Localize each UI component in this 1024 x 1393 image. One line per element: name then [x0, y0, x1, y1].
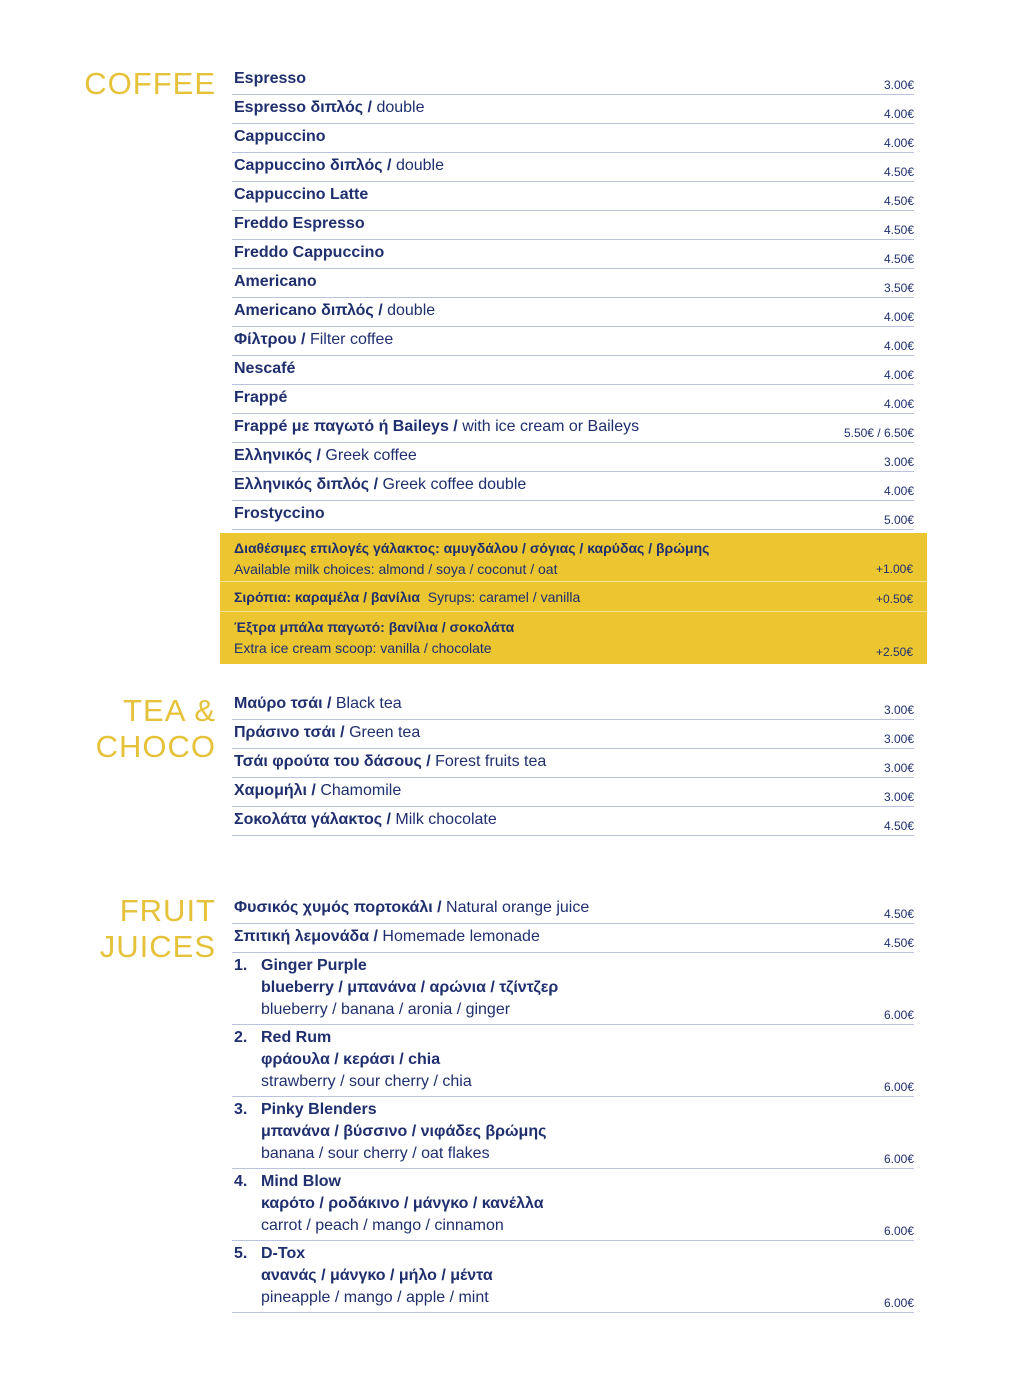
menu-item: Americano διπλός / double 4.00€	[232, 298, 914, 327]
item-price: 3.00€	[883, 78, 914, 92]
item-name-en: Natural orange juice	[446, 899, 590, 916]
menu-item: Σοκολάτα γάλακτος / Milk chocolate 4.50€	[232, 807, 914, 836]
item-name-en: Greek coffee double	[382, 476, 527, 493]
item-price: 4.00€	[883, 310, 914, 324]
item-price: 5.50€ / 6.50€	[843, 426, 914, 440]
ice-cream-scoop-row	[220, 612, 927, 664]
blend-ingredients-en: banana / sour cherry / oat flakes	[261, 1145, 490, 1162]
menu-item: Τσάι φρούτα του δάσους / Forest fruits tea 3.00€	[232, 749, 914, 778]
blend-name: Mind Blow	[261, 1173, 341, 1190]
item-price: 4.50€	[883, 252, 914, 266]
item-price: 4.00€	[883, 368, 914, 382]
blend-ingredients-gr: φράουλα / κεράσι / chia	[261, 1051, 441, 1068]
item-name: Americano διπλός	[234, 302, 374, 319]
blend-price: 6.00€	[883, 1296, 914, 1310]
item-price: 3.00€	[883, 455, 914, 469]
item-name: Cappuccino διπλός	[234, 157, 383, 174]
item-price: 3.00€	[883, 761, 914, 775]
menu-item: Espresso διπλός / double 4.00€	[232, 95, 914, 124]
item-price: 4.00€	[883, 107, 914, 121]
syrups-en: Syrups: caramel / vanilla	[427, 589, 581, 605]
juice-blend	[232, 1169, 914, 1241]
blend-ingredients-en: pineapple / mango / apple / mint	[261, 1289, 489, 1306]
juice-blend	[232, 1241, 914, 1313]
blend-ingredients-gr: blueberry / μπανάνα / αρώνια / τζίντζερ	[261, 979, 559, 996]
menu-item: Χαμομήλι / Chamomile 3.00€	[232, 778, 914, 807]
item-name: Espresso	[234, 70, 307, 87]
item-name: Ελληνικός διπλός	[234, 476, 370, 493]
menu-item	[232, 211, 914, 240]
blend-ingredients-gr: ανανάς / μάνγκο / μήλο / μέντα	[261, 1267, 493, 1284]
blend-ingredients-en: carrot / peach / mango / cinnamon	[261, 1217, 504, 1234]
item-price: 4.50€	[883, 936, 914, 950]
ice-cream-scoop-price: +2.50€	[875, 645, 913, 659]
item-name-en: Greek coffee	[325, 447, 417, 464]
item-name: Χαμομήλι	[234, 782, 307, 799]
blend-price: 6.00€	[883, 1152, 914, 1166]
item-price: 4.00€	[883, 339, 914, 353]
ice-cream-scoop-en: Extra ice cream scoop: vanilla / chocolate	[234, 640, 492, 656]
menu-item: Frappé με παγωτό ή Baileys / with ice cream or Baileys 5.50€ / 6.50€	[232, 414, 914, 443]
item-name: Espresso διπλός	[234, 99, 364, 116]
menu-item	[232, 240, 914, 269]
menu-item	[232, 356, 914, 385]
menu-item	[232, 66, 914, 95]
juice-blend	[232, 1097, 914, 1169]
menu-item: Πράσινο τσάι / Green tea 3.00€	[232, 720, 914, 749]
item-price: 4.50€	[883, 165, 914, 179]
item-price: 3.00€	[883, 790, 914, 804]
menu-item	[232, 385, 914, 414]
item-price: 5.00€	[883, 513, 914, 527]
item-name: Φυσικός χυμός πορτοκάλι	[234, 899, 433, 916]
item-name: Cappuccino	[234, 128, 326, 145]
juices-title: FRUIT JUICES	[99, 893, 216, 964]
milk-choices-gr: Διαθέσιμες επιλογές γάλακτος: αμυγδάλου / σόγιας / καρύδας / βρώμης	[234, 540, 710, 556]
menu-item	[232, 269, 914, 298]
item-name: Σπιτική λεμονάδα	[234, 928, 370, 945]
tea-title: TEA & CHOCO	[95, 693, 216, 764]
milk-choices-en: Available milk choices: almond / soya / coconut / oat	[234, 561, 558, 577]
item-name: Frappé	[234, 389, 288, 406]
milk-price: +1.00€	[875, 562, 913, 576]
item-price: 4.00€	[883, 484, 914, 498]
menu-item: Φυσικός χυμός πορτοκάλι / Natural orange juice 4.50€	[232, 895, 914, 924]
item-price: 4.50€	[883, 194, 914, 208]
item-name-en: double	[387, 302, 436, 319]
menu-item: Σπιτική λεμονάδα / Homemade lemonade 4.50€	[232, 924, 914, 953]
item-name-en: double	[376, 99, 425, 116]
syrups-row	[220, 582, 927, 612]
item-price: 4.50€	[883, 223, 914, 237]
tea-items	[232, 691, 914, 836]
item-price: 4.00€	[883, 136, 914, 150]
item-price: 3.00€	[883, 732, 914, 746]
blend-ingredients-en: strawberry / sour cherry / chia	[261, 1073, 472, 1090]
blend-price: 6.00€	[883, 1224, 914, 1238]
item-name: Μαύρο τσάι	[234, 695, 323, 712]
juice-blend	[232, 953, 914, 1025]
item-name-en: Forest fruits tea	[435, 753, 547, 770]
item-name-en: Filter coffee	[309, 331, 394, 348]
item-name-en: with ice cream or Baileys	[462, 418, 640, 435]
item-name-en: Green tea	[349, 724, 421, 741]
ice-cream-scoop-gr: Έξτρα μπάλα παγωτό: βανίλια / σοκολάτα	[234, 619, 515, 635]
blend-number: 5.	[234, 1245, 248, 1262]
blend-ingredients-gr: καρότο / ροδάκινο / μάνγκο / κανέλλα	[261, 1195, 544, 1212]
item-name: Nescafé	[234, 360, 296, 377]
item-name: Freddo Cappuccino	[234, 244, 385, 261]
syrups-gr: Σιρόπια: καραμέλα / βανίλια	[234, 589, 420, 605]
menu-item: Ελληνικός / Greek coffee 3.00€	[232, 443, 914, 472]
item-price: 4.50€	[883, 819, 914, 833]
item-name: Freddo Espresso	[234, 215, 365, 232]
item-name: Frappé με παγωτό ή Baileys	[234, 418, 449, 435]
item-name-en: Chamomile	[320, 782, 402, 799]
menu-item: Φίλτρου / Filter coffee 4.00€	[232, 327, 914, 356]
item-name: Πράσινο τσάι	[234, 724, 341, 741]
blend-number: 1.	[234, 957, 248, 974]
juice-blends	[232, 953, 914, 1313]
menu-item	[232, 501, 914, 530]
blend-name: Red Rum	[261, 1029, 332, 1046]
coffee-extras	[220, 533, 927, 664]
blend-name: Ginger Purple	[261, 957, 367, 974]
item-price: 4.50€	[883, 907, 914, 921]
juices-items	[232, 895, 914, 953]
menu-item: Ελληνικός διπλός / Greek coffee double 4.00€	[232, 472, 914, 501]
item-price: 4.00€	[883, 397, 914, 411]
item-name: Ελληνικός	[234, 447, 313, 464]
coffee-items	[232, 66, 914, 530]
item-name: Cappuccino Latte	[234, 186, 369, 203]
milk-choices-row	[220, 533, 927, 582]
menu-item: Μαύρο τσάι / Black tea 3.00€	[232, 691, 914, 720]
item-name-en: Black tea	[335, 695, 402, 712]
menu-item	[232, 182, 914, 211]
item-name-en: Homemade lemonade	[382, 928, 540, 945]
item-name: Φίλτρου	[234, 331, 297, 348]
menu-item: Cappuccino διπλός / double 4.50€	[232, 153, 914, 182]
blend-ingredients-en: blueberry / banana / aronia / ginger	[261, 1001, 511, 1018]
blend-price: 6.00€	[883, 1008, 914, 1022]
syrups-price: +0.50€	[875, 592, 913, 606]
blend-price: 6.00€	[883, 1080, 914, 1094]
item-price: 3.50€	[883, 281, 914, 295]
item-name-en: Milk chocolate	[395, 811, 497, 828]
blend-number: 3.	[234, 1101, 248, 1118]
blend-number: 4.	[234, 1173, 248, 1190]
item-price: 3.00€	[883, 703, 914, 717]
blend-ingredients-gr: μπανάνα / βύσσινο / νιφάδες βρώμης	[261, 1123, 547, 1140]
blend-name: Pinky Blenders	[261, 1101, 377, 1118]
item-name: Frostyccino	[234, 505, 325, 522]
juice-blend	[232, 1025, 914, 1097]
item-name: Americano	[234, 273, 317, 290]
menu-item	[232, 124, 914, 153]
item-name: Τσάι φρούτα του δάσους	[234, 753, 422, 770]
item-name: Σοκολάτα γάλακτος	[234, 811, 383, 828]
coffee-title: COFFEE	[84, 66, 216, 101]
blend-number: 2.	[234, 1029, 248, 1046]
item-name-en: double	[395, 157, 444, 174]
blend-name: D-Tox	[261, 1245, 306, 1262]
